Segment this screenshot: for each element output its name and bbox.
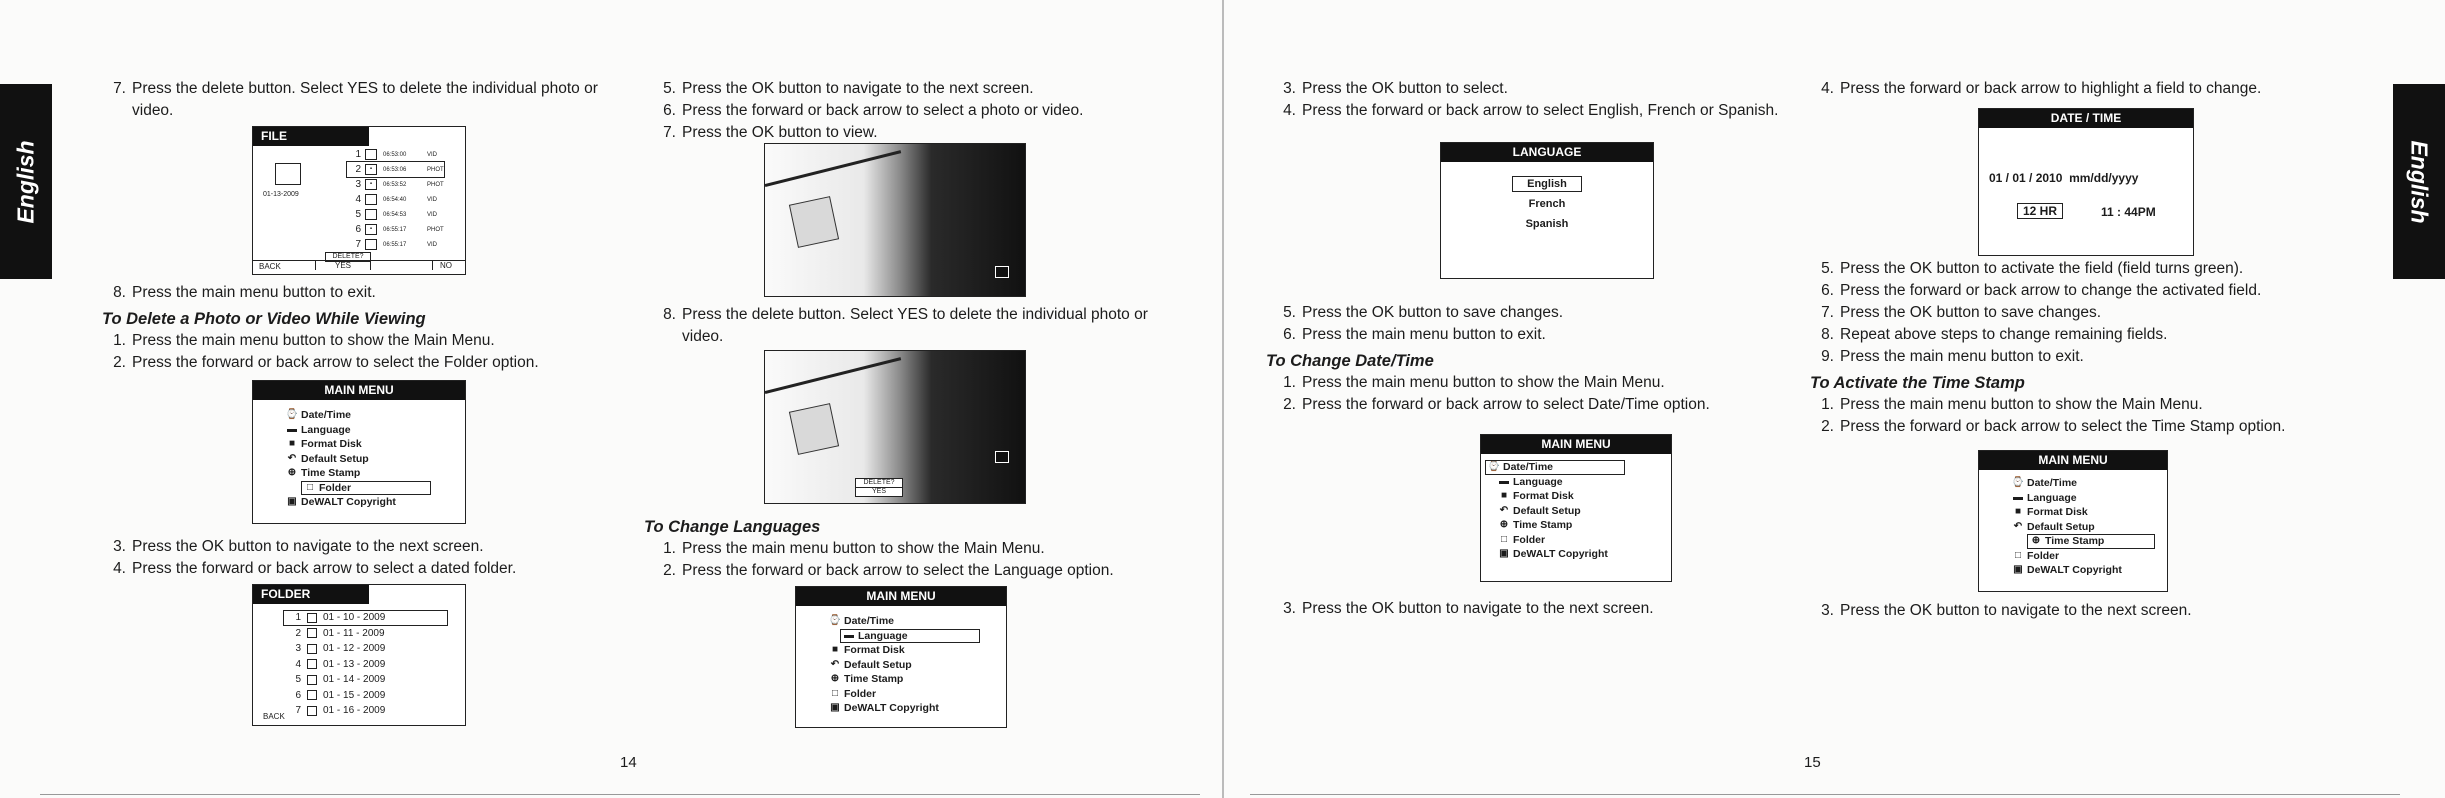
hour-format-field: 12 HR xyxy=(2017,203,2063,219)
screen-title: MAIN MENU xyxy=(1979,451,2167,470)
clock-icon: ⌚ xyxy=(285,409,299,420)
right-column-1 xyxy=(1270,78,1810,122)
main-menu-list xyxy=(253,400,465,510)
menu-item-format-disk: ■ Format Disk xyxy=(796,643,1006,658)
instruction-step: 8. Press the main menu button to exit. xyxy=(113,284,376,301)
left-column-2c xyxy=(644,512,1170,582)
instruction-step: 2. Press the forward or back arrow to select Date/Time option. xyxy=(1283,396,1710,413)
menu-item-format-disk: ■ Format Disk xyxy=(1481,489,1671,504)
folder-list xyxy=(253,604,465,719)
instruction-step: 4. Press the forward or back arrow to select English, French or Spanish. xyxy=(1283,102,1779,119)
file-bottom-bar: BACK YES NO xyxy=(253,260,465,274)
file-row: 7 06:55:17 VID xyxy=(355,239,438,250)
folder-icon: □ xyxy=(306,481,314,493)
reset-icon: ↶ xyxy=(287,452,297,464)
copyright-icon: ▣ xyxy=(830,702,840,713)
instruction-step: 3. Press the OK button to select. xyxy=(1283,80,1508,97)
right-column-2b xyxy=(1808,258,2368,438)
menu-item-folder-selected: □ Folder xyxy=(301,481,431,496)
speech-icon: ▬ xyxy=(844,629,854,641)
video-icon xyxy=(365,149,377,160)
instruction-step: 2. Press the forward or back arrow to select the Language option. xyxy=(663,562,1114,579)
bottom-edge-line xyxy=(1250,794,2400,795)
menu-item-date-time: ⌚ Date/Time xyxy=(1979,476,2167,491)
disk-icon: ■ xyxy=(1500,490,1508,501)
disk-icon: ■ xyxy=(288,438,296,449)
copyright-icon: ▣ xyxy=(287,496,297,507)
menu-item-language: ▬ Language xyxy=(253,423,465,438)
main-menu-screen-folder xyxy=(252,380,466,524)
delete-dialog: DELETE? xyxy=(325,252,371,262)
folder-icon xyxy=(307,659,317,669)
instruction-step: 6. Press the main menu button to exit. xyxy=(1283,326,1546,343)
book-gutter xyxy=(1222,0,1224,798)
back-label: BACK xyxy=(263,712,285,721)
stamp-icon: ⊕ xyxy=(287,467,297,478)
main-menu-screen-stamp xyxy=(1978,450,2168,592)
main-menu-list xyxy=(1979,470,2167,578)
language-tab-right: English xyxy=(2393,84,2445,279)
page-number: 15 xyxy=(1804,754,1821,771)
left-column-1c xyxy=(100,536,640,580)
copyright-icon: ▣ xyxy=(1499,548,1509,559)
video-icon xyxy=(365,239,377,250)
disk-icon: ■ xyxy=(2014,506,2022,517)
folder-item: 3 01 - 12 - 2009 xyxy=(295,643,386,655)
screen-title: MAIN MENU xyxy=(796,587,1006,606)
left-column-1 xyxy=(100,78,630,122)
instruction-step: 8. Press the delete button. Select YES to delete the individual photo or video. xyxy=(663,306,1148,345)
file-list xyxy=(347,147,444,252)
date-time-screen xyxy=(1978,108,2194,256)
menu-item-folder: □ Folder xyxy=(796,687,1006,702)
photo-icon: ▪ xyxy=(365,179,377,190)
file-row: 3 ▪ 06:53:52 PHOT xyxy=(355,179,444,190)
menu-item-copyright: ▣ DeWALT Copyright xyxy=(1979,563,2167,578)
folder-icon xyxy=(307,706,317,716)
menu-item-default-setup: ↶ Default Setup xyxy=(1481,504,1671,519)
cable-illustration xyxy=(765,357,902,394)
folder-icon xyxy=(307,644,317,654)
bottom-edge-line xyxy=(40,794,1200,795)
main-menu-screen-language xyxy=(795,586,1007,728)
menu-item-default-setup: ↶ Default Setup xyxy=(1979,520,2167,535)
instruction-step: 7. Press the delete button. Select YES to delete the individual photo or video. xyxy=(113,80,598,119)
language-option: Spanish xyxy=(1525,218,1569,230)
menu-item-folder: □ Folder xyxy=(1481,533,1671,548)
clock-icon: ⌚ xyxy=(1487,461,1501,472)
main-menu-screen-date xyxy=(1480,434,1672,582)
screen-title: FILE xyxy=(253,127,369,146)
folder-item-selected: 1 01 - 10 - 2009 xyxy=(283,610,448,626)
speech-icon: ▬ xyxy=(287,423,297,435)
speech-icon: ▬ xyxy=(1499,475,1509,487)
menu-item-time-stamp: ⊕ Time Stamp xyxy=(796,672,1006,687)
folder-item: 4 01 - 13 - 2009 xyxy=(295,658,386,670)
section-heading: To Change Languages xyxy=(644,518,821,536)
language-options xyxy=(1441,162,1653,230)
video-icon xyxy=(365,209,377,220)
instruction-step: 3. Press the OK button to navigate to the next screen. xyxy=(113,538,484,555)
folder-item: 7 01 - 16 - 2009 xyxy=(295,705,386,717)
folder-icon: □ xyxy=(831,687,839,699)
folder-item: 2 01 - 11 - 2009 xyxy=(295,627,385,639)
speech-icon: ▬ xyxy=(2013,491,2023,503)
file-row: 5 06:54:53 VID xyxy=(355,209,438,220)
instruction-step: 1. Press the main menu button to show the Main Menu. xyxy=(663,540,1045,557)
stamp-icon: ⊕ xyxy=(1499,519,1509,530)
instruction-step: 7. Press the OK button to view. xyxy=(663,124,878,141)
screen-title: DATE / TIME xyxy=(1979,109,2193,128)
folder-item: 5 01 - 14 - 2009 xyxy=(295,674,386,686)
folder-icon xyxy=(307,690,317,700)
file-row: 1 06:53:00 VID xyxy=(355,149,438,160)
folder-date: 01-13-2009 xyxy=(263,191,299,198)
menu-item-date-time: ⌚ Date/Time xyxy=(253,408,465,423)
folder-icon xyxy=(307,613,317,623)
folder-item: 6 01 - 15 - 2009 xyxy=(295,689,386,701)
photo-preview xyxy=(764,143,1026,297)
instruction-step: 4. Press the forward or back arrow to highlight a field to change. xyxy=(1821,80,2262,97)
section-heading: To Delete a Photo or Video While Viewing xyxy=(102,310,426,328)
main-menu-list xyxy=(1481,454,1671,562)
cable-illustration xyxy=(765,150,902,187)
left-column-1b xyxy=(100,282,640,374)
copyright-icon: ▣ xyxy=(2013,564,2023,575)
menu-item-time-stamp: ⊕ Time Stamp xyxy=(253,466,465,481)
file-screen xyxy=(252,126,466,275)
instruction-step: 6. Press the forward or back arrow to change the activated field. xyxy=(1821,282,2262,299)
file-row: 4 06:54:40 VID xyxy=(355,194,438,205)
right-column-2 xyxy=(1808,78,2368,100)
clock-icon: ⌚ xyxy=(828,615,842,626)
instruction-step: 9. Press the main menu button to exit. xyxy=(1821,348,2084,365)
menu-item-copyright: ▣ DeWALT Copyright xyxy=(1481,547,1671,562)
menu-item-time-stamp-selected: ⊕ Time Stamp xyxy=(2027,534,2155,549)
reset-icon: ↶ xyxy=(2013,520,2023,532)
video-icon xyxy=(365,194,377,205)
instruction-step: 7. Press the OK button to save changes. xyxy=(1821,304,2102,321)
folder-icon xyxy=(307,675,317,685)
instruction-step: 8. Repeat above steps to change remaining fields. xyxy=(1821,326,2168,343)
menu-item-default-setup: ↶ Default Setup xyxy=(796,658,1006,673)
file-row-selected: 2 ▪ 06:53:06 PHOT xyxy=(347,162,444,177)
language-tab-left: English xyxy=(0,84,52,279)
language-option-selected: English xyxy=(1512,176,1582,192)
instruction-step: 3. Press the OK button to navigate to the next screen. xyxy=(1283,600,1654,617)
instruction-step: 4. Press the forward or back arrow to select a dated folder. xyxy=(113,560,517,577)
stamp-icon: ⊕ xyxy=(2031,535,2041,546)
folder-icon: □ xyxy=(2014,549,2022,561)
left-column-2 xyxy=(650,78,1170,144)
delete-dialog: DELETE? YES xyxy=(855,478,903,497)
menu-item-format-disk: ■ Format Disk xyxy=(1979,505,2167,520)
instruction-step: 6. Press the forward or back arrow to select a photo or video. xyxy=(663,102,1084,119)
stamp-icon: ⊕ xyxy=(830,673,840,684)
main-menu-list xyxy=(796,606,1006,716)
photo-icon: ▪ xyxy=(365,164,377,175)
instruction-step: 5. Press the OK button to save changes. xyxy=(1283,304,1564,321)
reset-icon: ↶ xyxy=(830,658,840,670)
instruction-step: 2. Press the forward or back arrow to select the Folder option. xyxy=(113,354,539,371)
menu-item-language-selected: ▬ Language xyxy=(840,629,980,644)
time-field: 11 : 44PM xyxy=(2101,205,2156,219)
language-screen xyxy=(1440,142,1654,279)
menu-item-folder: □ Folder xyxy=(1979,549,2167,564)
page-number: 14 xyxy=(620,754,637,771)
menu-item-language: ▬ Language xyxy=(1979,491,2167,506)
screen-title: FOLDER xyxy=(253,585,369,604)
menu-item-copyright: ▣ DeWALT Copyright xyxy=(796,701,1006,716)
clock-icon: ⌚ xyxy=(2011,477,2025,488)
folder-icon xyxy=(275,163,301,185)
menu-item-time-stamp: ⊕ Time Stamp xyxy=(1481,518,1671,533)
screen-title: MAIN MENU xyxy=(1481,435,1671,454)
section-heading: To Activate the Time Stamp xyxy=(1810,374,2025,392)
right-column-1c xyxy=(1270,598,1810,620)
folder-icon: □ xyxy=(1500,533,1508,545)
file-row: 6 ▪ 06:55:17 PHOT xyxy=(355,224,444,235)
instruction-step: 1. Press the main menu button to show the Main Menu. xyxy=(113,332,495,349)
menu-item-date-time: ⌚ Date/Time xyxy=(796,614,1006,629)
instruction-step: 1. Press the main menu button to show the Main Menu. xyxy=(1821,396,2203,413)
language-option: French xyxy=(1528,198,1566,210)
instruction-step: 2. Press the forward or back arrow to select the Time Stamp option. xyxy=(1821,418,2286,435)
menu-item-date-time-selected: ⌚ Date/Time xyxy=(1485,460,1625,475)
instruction-step: 3. Press the OK button to navigate to the next screen. xyxy=(1821,602,2192,619)
date-field: 01 / 01 / 2010 mm/dd/yyyy xyxy=(1989,171,2139,185)
reset-icon: ↶ xyxy=(1499,504,1509,516)
instruction-step: 5. Press the OK button to navigate to the next screen. xyxy=(663,80,1034,97)
menu-item-language: ▬ Language xyxy=(1481,475,1671,490)
folder-screen xyxy=(252,584,466,726)
photo-indicator-icon xyxy=(995,451,1009,463)
photo-preview-delete xyxy=(764,350,1026,504)
menu-item-format-disk: ■ Format Disk xyxy=(253,437,465,452)
object-illustration xyxy=(789,196,839,248)
screen-title: MAIN MENU xyxy=(253,381,465,400)
screen-title: LANGUAGE xyxy=(1441,143,1653,162)
instruction-step: 5. Press the OK button to activate the field (field turns green). xyxy=(1821,260,2244,277)
photo-indicator-icon xyxy=(995,266,1009,278)
right-column-1b xyxy=(1266,302,1810,416)
instruction-step: 1. Press the main menu button to show the Main Menu. xyxy=(1283,374,1665,391)
section-heading: To Change Date/Time xyxy=(1266,352,1434,370)
menu-item-default-setup: ↶ Default Setup xyxy=(253,452,465,467)
folder-icon xyxy=(307,628,317,638)
photo-icon: ▪ xyxy=(365,224,377,235)
left-column-2b xyxy=(650,304,1170,348)
right-column-2c xyxy=(1808,600,2368,622)
disk-icon: ■ xyxy=(831,644,839,655)
object-illustration xyxy=(789,403,839,455)
menu-item-copyright: ▣ DeWALT Copyright xyxy=(253,495,465,510)
